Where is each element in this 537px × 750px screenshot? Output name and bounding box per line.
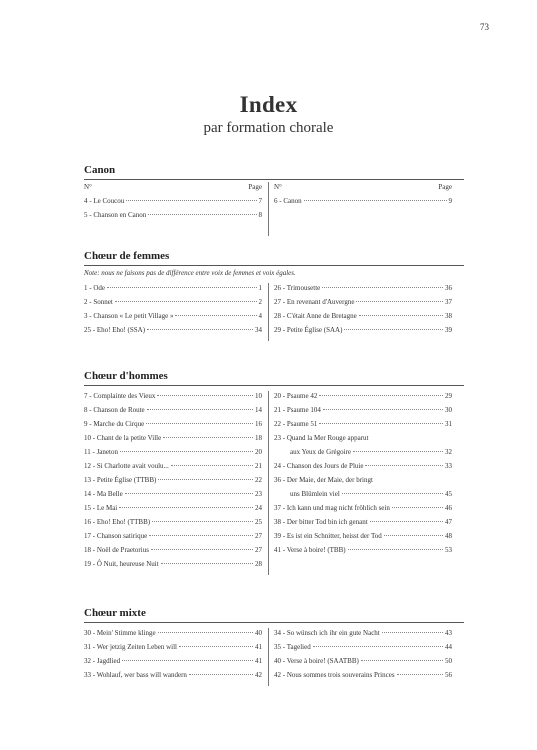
column-divider [268, 283, 269, 341]
entry-page: 23 [255, 490, 262, 498]
entry-title: 8 - Chanson de Route [84, 406, 145, 414]
index-entry [274, 323, 452, 337]
entry-title: 40 - Verse à boire! (SAATBB) [274, 657, 359, 665]
entry-title: 5 - Chanson en Canon [84, 211, 147, 219]
entry-page: 22 [255, 476, 262, 484]
index-entry [274, 417, 452, 431]
column-divider [268, 391, 269, 575]
index-entry [84, 515, 262, 529]
dot-leader [384, 535, 443, 536]
index-entry [84, 473, 262, 487]
number-header: N° [274, 183, 282, 191]
entry-page: 41 [255, 643, 262, 651]
section-canon [84, 164, 464, 222]
entry-page: 40 [255, 629, 262, 637]
dot-leader [125, 493, 253, 494]
entry-title: 14 - Ma Belle [84, 490, 123, 498]
entry-page: 24 [255, 504, 262, 512]
entry-list-left [84, 389, 262, 571]
dot-leader [344, 329, 443, 330]
entry-title: 31 - Wer jetzig Zeiten Leben will [84, 643, 177, 651]
entry-title: 39 - Es ist ein Schnitter, heisst der Tod [274, 532, 382, 540]
entry-page: 46 [445, 504, 452, 512]
entry-list-right [274, 389, 452, 557]
index-entry [84, 626, 262, 640]
dot-leader [120, 451, 253, 452]
entry-title: 18 - Noël de Praetorius [84, 546, 149, 554]
entry-page: 7 [258, 197, 262, 205]
entry-title: 9 - Marche du Cirque [84, 420, 145, 428]
dot-leader [149, 535, 253, 536]
entry-page: 36 [445, 284, 452, 292]
entry-list-left [84, 194, 262, 222]
entry-title: aux Yeux de Grégoire [290, 448, 352, 456]
index-entry [274, 543, 452, 557]
dot-leader [319, 395, 443, 396]
entry-title: 15 - Le Mai [84, 504, 118, 512]
entry-page: 39 [445, 326, 452, 334]
entry-page: 31 [445, 420, 452, 428]
entry-page: 44 [445, 643, 452, 651]
index-entry [274, 626, 452, 640]
dot-leader [119, 507, 253, 508]
entry-page: 25 [255, 518, 262, 526]
entry-title: 6 - Canon [274, 197, 302, 205]
entry-page: 27 [255, 546, 262, 554]
index-entry [274, 459, 452, 473]
index-entry [84, 487, 262, 501]
entry-title: 1 - Ode [84, 284, 105, 292]
entry-list-right [274, 281, 452, 337]
index-entry [84, 529, 262, 543]
entry-title: 3 - Chanson « Le petit Village » [84, 312, 174, 320]
entry-page: 47 [445, 518, 452, 526]
index-entry [274, 431, 452, 445]
column-header [84, 180, 262, 194]
entry-page: 42 [255, 671, 262, 679]
dot-leader [342, 493, 443, 494]
entry-page: 16 [255, 420, 262, 428]
dot-leader [359, 315, 443, 316]
section-rule [84, 622, 464, 623]
entry-title: 22 - Psaume 51 [274, 420, 318, 428]
entry-page: 45 [445, 490, 452, 498]
entry-page: 20 [255, 448, 262, 456]
dot-leader [107, 287, 257, 288]
page-header: Page [248, 183, 262, 191]
entry-title: 19 - Ô Nuit, heureuse Nuit [84, 560, 159, 568]
dot-leader [370, 521, 443, 522]
dot-leader [158, 479, 253, 480]
index-entry [84, 459, 262, 473]
page-subtitle: par formation chorale [203, 120, 334, 136]
index-entry [84, 654, 262, 668]
entry-page: 37 [445, 298, 452, 306]
index-entry [274, 194, 452, 208]
entry-page: 41 [255, 657, 262, 665]
section-title: Chœur mixte [84, 607, 146, 619]
index-entry [84, 501, 262, 515]
index-entry [274, 473, 452, 487]
page-number: 73 [480, 22, 489, 32]
section-note: Note: nous ne faisons pas de différence entre voix de femmes et voix égales. [84, 269, 296, 277]
dot-leader [365, 465, 443, 466]
index-entry [84, 445, 262, 459]
dot-leader [157, 395, 253, 396]
index-entry [274, 487, 452, 501]
column-header [274, 180, 452, 194]
entry-list-right [274, 626, 452, 682]
dot-leader [313, 646, 443, 647]
dot-leader [361, 660, 443, 661]
index-entry [84, 403, 262, 417]
index-entry [84, 194, 262, 208]
index-entry [274, 445, 452, 459]
entry-page: 4 [258, 312, 262, 320]
index-entry [274, 403, 452, 417]
dot-leader [348, 549, 443, 550]
index-entry [274, 501, 452, 515]
dot-leader [189, 674, 253, 675]
entry-title: 4 - Le Coucou [84, 197, 125, 205]
dot-leader [322, 287, 443, 288]
dot-leader [356, 301, 443, 302]
entry-title: 12 - Si Charlotte avait voulu... [84, 462, 169, 470]
dot-leader [163, 437, 253, 438]
index-entry [274, 640, 452, 654]
page-header: Page [438, 183, 452, 191]
dot-leader [319, 423, 443, 424]
dot-leader [382, 632, 443, 633]
entry-title: 17 - Chanson satirique [84, 532, 148, 540]
entry-page: 10 [255, 392, 262, 400]
index-entry [84, 417, 262, 431]
dot-leader [148, 214, 256, 215]
dot-leader [158, 632, 253, 633]
index-entry [84, 323, 262, 337]
index-entry [274, 668, 452, 682]
entry-title: 2 - Sonnet [84, 298, 113, 306]
entry-title: 11 - Janeton [84, 448, 118, 456]
dot-leader [161, 563, 253, 564]
index-entry [84, 668, 262, 682]
dot-leader [126, 200, 256, 201]
index-entry [84, 389, 262, 403]
entry-title: 23 - Quand la Mer Rouge apparut [274, 434, 369, 442]
index-entry [274, 529, 452, 543]
index-entry [84, 281, 262, 295]
entry-page: 43 [445, 629, 452, 637]
entry-list-right [274, 194, 452, 208]
section-title: Canon [84, 164, 116, 176]
entry-page: 34 [255, 326, 262, 334]
section-title: Chœur de femmes [84, 250, 170, 262]
dot-leader [122, 660, 253, 661]
entry-title: 36 - Der Maie, der Maie, der bringt [274, 476, 373, 484]
index-entry [274, 309, 452, 323]
page-title: Index [239, 92, 298, 117]
dot-leader [152, 521, 253, 522]
dot-leader [175, 315, 256, 316]
entry-title: 27 - En revenant d'Auvergne [274, 298, 355, 306]
index-entry [84, 543, 262, 557]
entry-page: 1 [258, 284, 262, 292]
index-entry [84, 208, 262, 222]
entry-page: 30 [445, 406, 452, 414]
entry-page: 27 [255, 532, 262, 540]
entry-title: 35 - Tagelied [274, 643, 311, 651]
index-entry [84, 295, 262, 309]
entry-title: 7 - Complainte des Vieux [84, 392, 156, 400]
entry-title: 28 - C'était Anne de Bretagne [274, 312, 357, 320]
index-entry [274, 281, 452, 295]
entry-page: 29 [445, 392, 452, 400]
dot-leader [147, 329, 253, 330]
entry-page: 56 [445, 671, 452, 679]
entry-page: 9 [448, 197, 452, 205]
entry-title: 32 - Jagdlied [84, 657, 121, 665]
index-entry [274, 654, 452, 668]
dot-leader [397, 674, 443, 675]
dot-leader [179, 646, 253, 647]
entry-page: 38 [445, 312, 452, 320]
entry-list-left [84, 281, 262, 337]
entry-title: 10 - Chant de la petite Ville [84, 434, 162, 442]
column-divider [268, 628, 269, 686]
entry-title: 41 - Verse à boire! (TBB) [274, 546, 346, 554]
dot-leader [323, 409, 443, 410]
column-divider [268, 182, 269, 236]
entry-page: 28 [255, 560, 262, 568]
entry-page: 50 [445, 657, 452, 665]
index-entry [84, 640, 262, 654]
entry-page: 21 [255, 462, 262, 470]
dot-leader [146, 423, 253, 424]
index-entry [274, 295, 452, 309]
dot-leader [353, 451, 443, 452]
index-entry [274, 515, 452, 529]
index-entry [84, 431, 262, 445]
index-entry [274, 389, 452, 403]
entry-page: 18 [255, 434, 262, 442]
entry-page: 53 [445, 546, 452, 554]
entry-title: 33 - Wohlauf, wer bass will wandern [84, 671, 187, 679]
dot-leader [171, 465, 253, 466]
entry-page: 2 [258, 298, 262, 306]
dot-leader [115, 301, 257, 302]
dot-leader [304, 200, 447, 201]
section-femmes [84, 250, 464, 337]
entry-page: 14 [255, 406, 262, 414]
entry-title: uns Blümlein viel [290, 490, 340, 498]
dot-leader [151, 549, 253, 550]
index-entry [84, 557, 262, 571]
entry-title: 20 - Psaume 42 [274, 392, 318, 400]
entry-list-left [84, 626, 262, 682]
entry-title: 42 - Nous sommes trois souverains Princes [274, 671, 395, 679]
entry-page: 8 [258, 211, 262, 219]
entry-title: 34 - So wünsch ich ihr ein gute Nacht [274, 629, 380, 637]
section-title: Chœur d'hommes [84, 370, 168, 382]
section-rule [84, 265, 464, 266]
section-rule [84, 385, 464, 386]
number-header: N° [84, 183, 92, 191]
entry-page: 48 [445, 532, 452, 540]
dot-leader [392, 507, 443, 508]
dot-leader [147, 409, 253, 410]
entry-title: 30 - Mein' Stimme klinge [84, 629, 156, 637]
entry-title: 16 - Eho! Eho! (TTBB) [84, 518, 151, 526]
index-entry [84, 309, 262, 323]
entry-page: 32 [445, 448, 452, 456]
entry-title: 38 - Der bitter Tod bin ich genant [274, 518, 368, 526]
entry-title: 29 - Petite Église (SAA) [274, 326, 343, 334]
section-mixte [84, 607, 464, 682]
entry-title: 24 - Chanson des Jours de Pluie [274, 462, 364, 470]
entry-title: 25 - Eho! Eho! (SSA) [84, 326, 146, 334]
section-hommes [84, 370, 464, 571]
entry-title: 21 - Psaume 104 [274, 406, 321, 414]
entry-title: 13 - Petite Église (TTBB) [84, 476, 157, 484]
entry-page: 33 [445, 462, 452, 470]
entry-title: 26 - Trimousette [274, 284, 321, 292]
entry-title: 37 - Ich kann und mag nicht fröhlich sein [274, 504, 390, 512]
